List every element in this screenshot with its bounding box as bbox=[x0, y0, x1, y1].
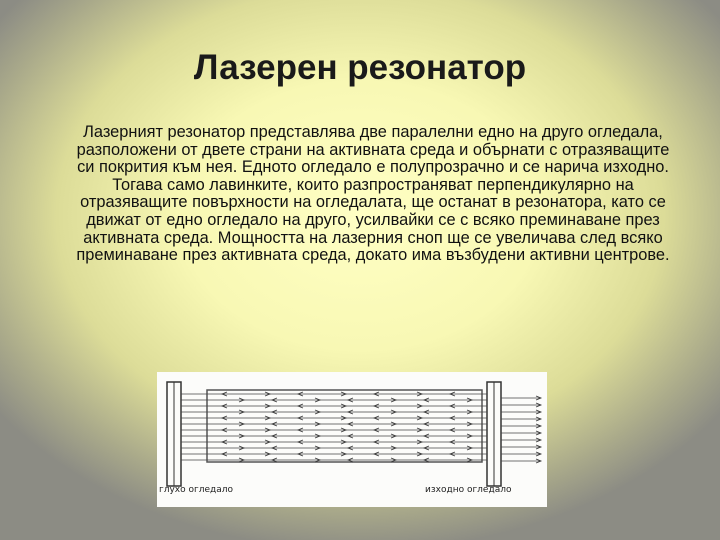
output-mirror-caption: изходно огледало bbox=[425, 485, 512, 495]
active-medium bbox=[207, 390, 482, 462]
laser-beams bbox=[181, 392, 487, 462]
output-mirror bbox=[487, 382, 501, 486]
laser-resonator-diagram bbox=[157, 372, 547, 507]
output-beams bbox=[501, 396, 541, 463]
left-mirror-caption: глухо огледало bbox=[159, 485, 234, 495]
page-title: Лазерен резонатор bbox=[193, 48, 527, 87]
body-text: Лазерният резонатор представлява две паралелни едно на друго огледала, разположени от двете страни на активната среда и обърнати с отразяващите си покрития към нея. Едното огледало е полупрозрачно и се нарича изходно. Тогава само лавинките, които разпространяват перпендикулярно на отразяващите повърхности на огледалата, ще останат в резонатора, като се движат от едно огледало на друго, усилвайки се с всяко преминаване през активната среда. Мощността на лазерния сноп ще се увеличава след всяко преминаване през активната среда, докато има възбудени активни центрове. bbox=[76, 123, 670, 265]
left-mirror bbox=[167, 382, 181, 486]
